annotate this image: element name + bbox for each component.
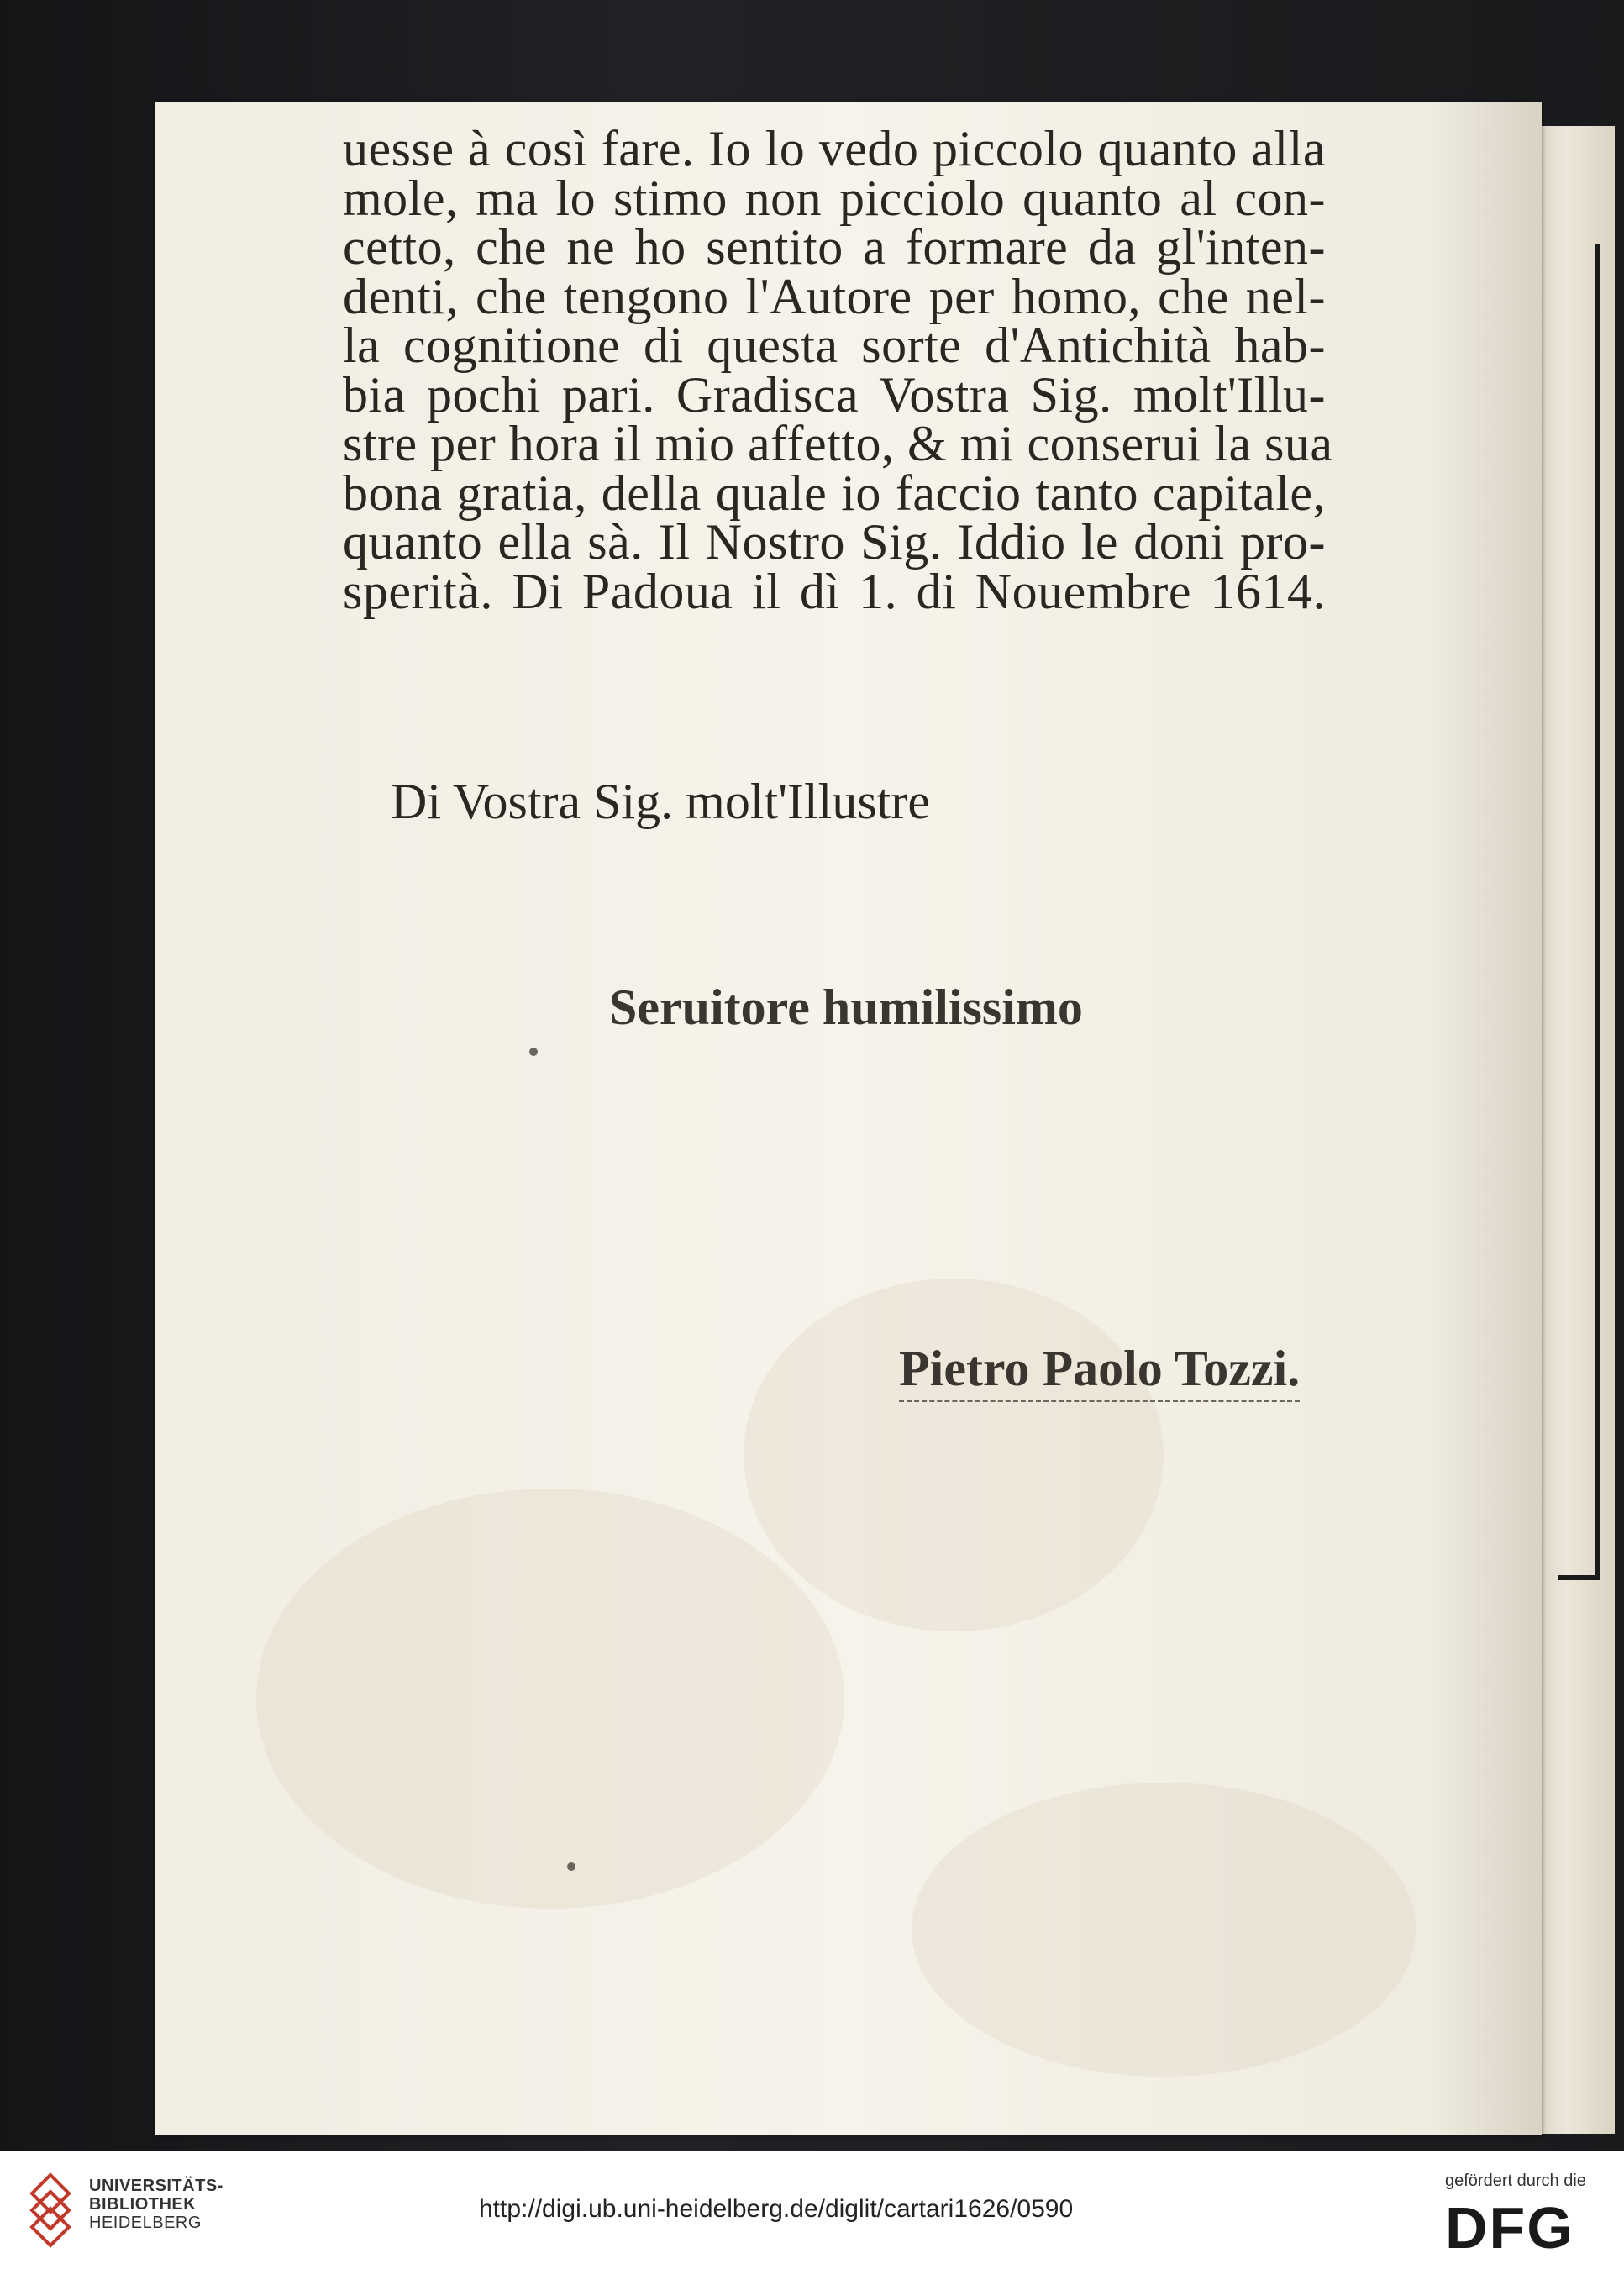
permalink-url[interactable]: http://digi.ub.uni-heidelberg.de/diglit/cartari1626/0590 [479, 2195, 1074, 2223]
text-line: stre per hora il mio affetto, & mi conserui la sua [343, 416, 1333, 471]
letter-body [343, 121, 1333, 619]
text-line: bia pochi pari. Gradisca Vostra Sig. molt'Illu- [343, 366, 1326, 423]
library-logo-icon[interactable] [25, 2168, 77, 2252]
ink-speck [567, 1862, 575, 1871]
ink-speck [529, 1048, 538, 1056]
border-rule-vertical [1595, 244, 1600, 1579]
closing-servant: Seruitore humilissimo [609, 980, 1083, 1035]
paper-stain [744, 1279, 1164, 1631]
paper-stain [912, 1783, 1416, 2077]
text-line: cetto, che ne ho sentito a formare da gl'inten- [343, 219, 1326, 275]
text-line: uesse à così fare. Io lo vedo piccolo quanto alla [343, 121, 1326, 176]
text-line: mole, ma lo stimo non picciolo quanto al con- [343, 170, 1326, 226]
text-line: denti, che tengono l'Autore per homo, che nel- [343, 268, 1326, 324]
signature: Pietro Paolo Tozzi. [899, 1340, 1300, 1402]
text-line: sperità. Di Padoua il dì 1. di Nouembre 1614. [343, 563, 1326, 619]
dfg-logo[interactable]: DFG [1445, 2195, 1574, 2261]
footer-bar [0, 2151, 1624, 2269]
library-name[interactable] [89, 2177, 223, 2232]
text-line: la cognitione di questa sorte d'Antichità hab- [343, 318, 1326, 373]
library-name-line: BIBLIOTHEK [89, 2195, 197, 2214]
next-page-edge [1533, 126, 1615, 2134]
border-rule-horizontal [1558, 1575, 1600, 1580]
library-name-line: UNIVERSITÄTS- [89, 2177, 223, 2195]
funded-by-label: gefördert durch die [1445, 2172, 1586, 2190]
salutation: Di Vostra Sig. molt'Illustre [391, 774, 930, 829]
library-name-line: HEIDELBERG [89, 2214, 202, 2232]
paper-stain [256, 1489, 844, 1909]
text-line: bona gratia, della quale io faccio tanto capitale, [343, 465, 1326, 521]
text-line: quanto ella sà. Il Nostro Sig. Iddio le doni pro- [343, 514, 1326, 570]
